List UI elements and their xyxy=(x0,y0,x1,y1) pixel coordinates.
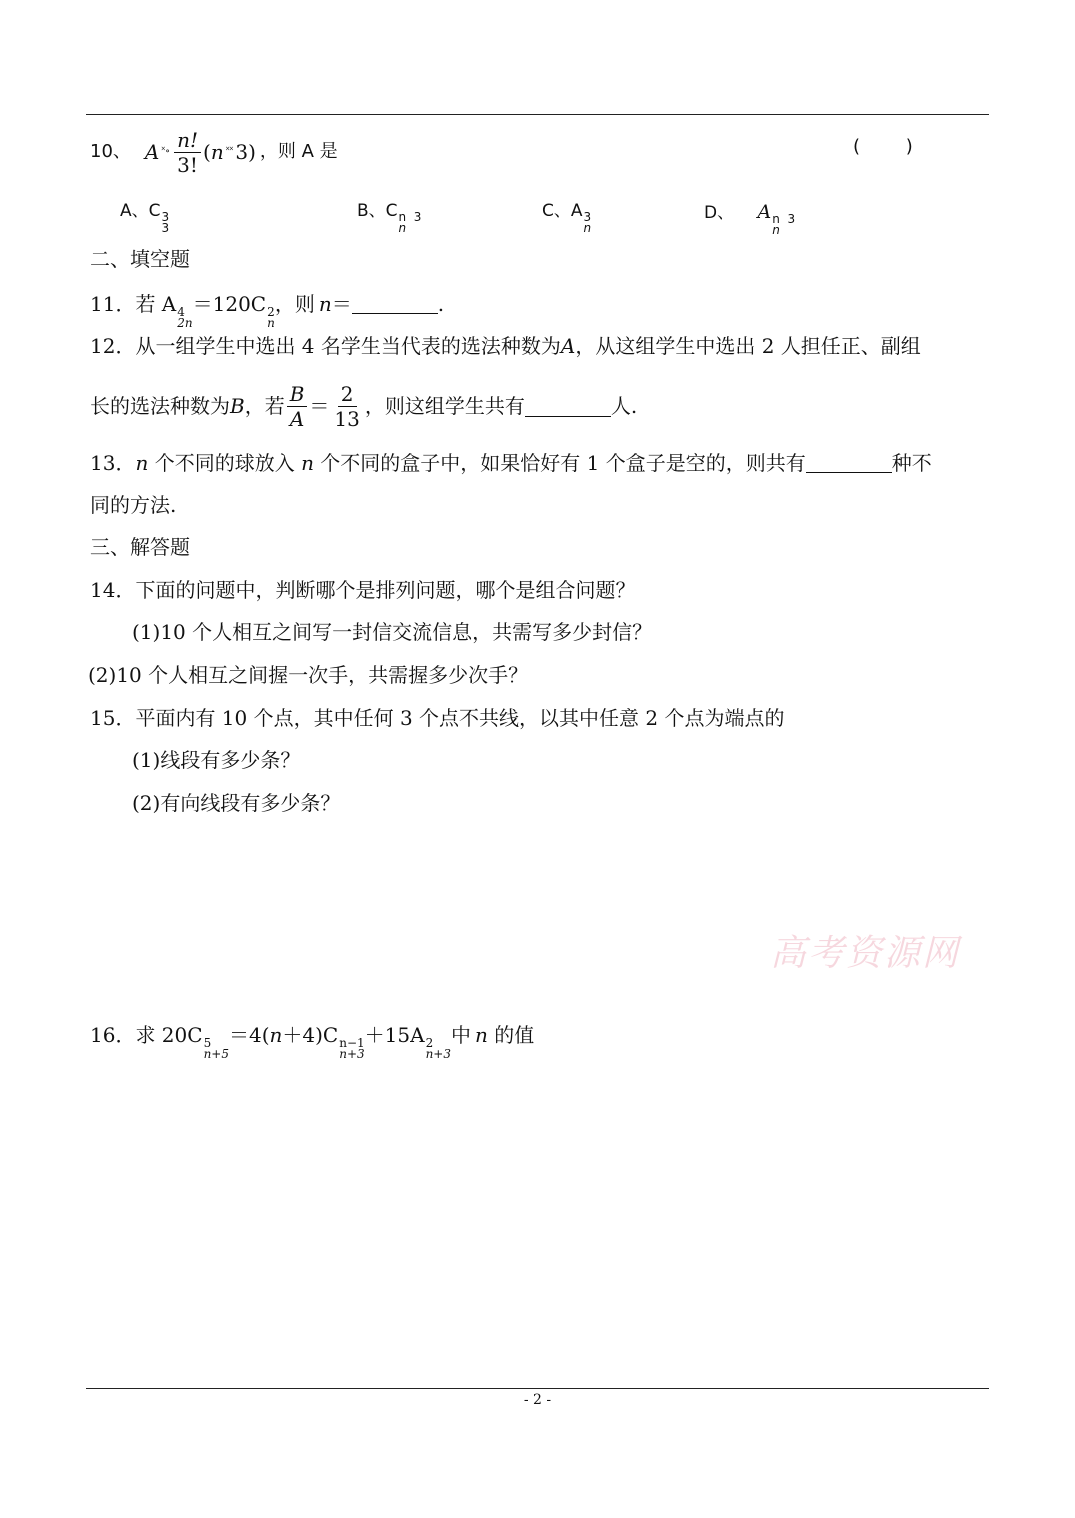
q10-option-a[interactable] xyxy=(120,203,169,234)
q10-number: 10、 xyxy=(90,141,131,162)
q16-a-sub: n+5 xyxy=(203,1047,229,1061)
q16-f: 的值 xyxy=(487,1023,535,1047)
q11-eq: ＝ xyxy=(331,292,352,316)
option-a-sub: 3 xyxy=(161,221,170,235)
question-13-line2: 同的方法. xyxy=(90,493,177,517)
q13-prefix: 13． xyxy=(90,451,136,475)
q11-sup1: 4 xyxy=(177,305,185,319)
garbled-eq-mark: ˟∘ xyxy=(161,146,171,157)
page-number: - 2 - xyxy=(523,1392,552,1408)
q13-answer-blank[interactable] xyxy=(806,452,892,473)
q12-var-b: B xyxy=(230,394,245,418)
q16-d-sub: n+3 xyxy=(425,1047,451,1061)
q11-sup2: 2 xyxy=(267,305,275,319)
q12-eq: ＝ xyxy=(309,394,330,418)
q10-lhs: A xyxy=(144,140,160,164)
q10-option-b[interactable] xyxy=(357,203,421,234)
q10-tail: ，则 A 是 xyxy=(259,141,338,162)
q16-b-var: n xyxy=(269,1023,283,1047)
question-12-line2 xyxy=(90,378,637,434)
q11-then: ，则 xyxy=(274,292,315,316)
question-10 xyxy=(90,126,338,178)
garbled-ge-mark: ˟˟ xyxy=(225,146,234,157)
question-16 xyxy=(90,1025,534,1060)
option-a-sup: 3 xyxy=(161,210,170,224)
q10-option-d[interactable] xyxy=(704,203,795,236)
q12-frac2-num: 2 xyxy=(338,384,357,407)
question-15-part1: (1)线段有多少条？ xyxy=(132,748,301,772)
q10-cond-open: ( xyxy=(203,140,211,164)
option-b-sup: n 3 xyxy=(398,210,422,224)
q12-line2-end: 人. xyxy=(610,394,638,418)
q10-cond-var: n xyxy=(210,140,224,164)
watermark-logo: 高考资源网 xyxy=(770,933,961,974)
q16-c-sub: n+3 xyxy=(339,1047,365,1061)
option-c-sup: 3 xyxy=(583,210,592,224)
q10-frac-numerator: n! xyxy=(174,130,201,153)
question-13-line1 xyxy=(90,452,932,473)
q11-var: n xyxy=(318,292,332,316)
q13-line1-end: 种不 xyxy=(891,451,932,475)
q12-fraction-b-over-a xyxy=(287,381,308,431)
question-14-part1: (1)10 个人相互之间写一封信交流信息，共需写多少封信？ xyxy=(132,620,653,644)
q10-frac-denominator: 3! xyxy=(177,152,198,177)
q16-b: ＝4( xyxy=(228,1023,270,1047)
question-15-part2: (2)有向线段有多少条？ xyxy=(132,791,341,815)
q12-frac2-den: 13 xyxy=(334,406,360,431)
q13-line1-a: 个不同的球放入 xyxy=(148,451,302,475)
option-d-sub: n xyxy=(772,223,780,237)
section-heading-fill-in: 二、填空题 xyxy=(90,247,190,271)
option-d-sup: n 3 xyxy=(772,212,796,226)
q16-a: 16．求 20C xyxy=(90,1023,203,1047)
q12-line2-a: 长的选法种数为 xyxy=(90,394,230,418)
q11-end: . xyxy=(437,292,445,316)
q13-var2: n xyxy=(301,451,314,475)
top-rule xyxy=(86,114,989,115)
q16-d: ＋15A xyxy=(364,1023,425,1047)
q12-fraction-2-over-13 xyxy=(331,381,362,431)
question-14-stem: 14．下面的问题中，判断哪个是排列问题，哪个是组合问题？ xyxy=(90,578,636,602)
q13-var1: n xyxy=(135,451,149,475)
option-d-letter: A xyxy=(757,201,772,223)
q16-a-sup: 5 xyxy=(203,1036,212,1050)
option-b-sub: n xyxy=(398,221,407,235)
q11-sub1: 2n xyxy=(177,316,193,330)
q11-prefix: 11．若 A xyxy=(90,292,177,316)
q16-c-sup: n−1 xyxy=(339,1036,365,1050)
q16-e-var: n xyxy=(475,1023,488,1047)
q12-line1-b: ，从这组学生中选出 2 人担任正、副组 xyxy=(575,334,921,358)
question-14-part2: (2)10 个人相互之间握一次手，共需握多少次手？ xyxy=(88,663,529,687)
option-c-label: C、A xyxy=(542,201,583,221)
q12-line2-c: ，则这组学生共有 xyxy=(364,394,525,418)
q12-frac1-den: A xyxy=(289,406,305,431)
q12-frac1-num: B xyxy=(287,384,308,407)
answer-parentheses: ( ) xyxy=(853,136,913,157)
q12-line2-b: ，若 xyxy=(244,394,285,418)
option-d-label: D、 xyxy=(704,203,735,223)
q12-line1-a: 12．从一组学生中选出 4 名学生当代表的选法种数为 xyxy=(90,334,561,358)
q10-option-c[interactable] xyxy=(542,203,591,234)
q16-d-sup: 2 xyxy=(425,1036,434,1050)
q16-e: 中 xyxy=(451,1023,471,1047)
q11-answer-blank[interactable] xyxy=(352,293,438,314)
q10-fraction xyxy=(174,127,201,177)
q11-mid: ＝120C xyxy=(192,292,267,316)
question-12-line1 xyxy=(90,336,921,356)
q10-cond-val: 3) xyxy=(235,140,256,164)
section-heading-solve: 三、解答题 xyxy=(90,535,190,559)
bottom-rule xyxy=(86,1388,989,1389)
option-a-label: A、C xyxy=(120,201,161,221)
question-15-stem: 15．平面内有 10 个点，其中任何 3 个点不共线，以其中任意 2 个点为端点的 xyxy=(90,706,785,730)
q11-sub2: n xyxy=(267,316,275,330)
option-b-label: B、C xyxy=(357,201,398,221)
q12-var-a: A xyxy=(560,334,576,358)
q16-c: ＋4)C xyxy=(282,1023,339,1047)
option-c-sub: n xyxy=(583,221,592,235)
q12-answer-blank[interactable] xyxy=(525,396,611,417)
q13-line1-b: 个不同的盒子中，如果恰好有 1 个盒子是空的，则共有 xyxy=(313,451,806,475)
question-11 xyxy=(90,293,444,329)
